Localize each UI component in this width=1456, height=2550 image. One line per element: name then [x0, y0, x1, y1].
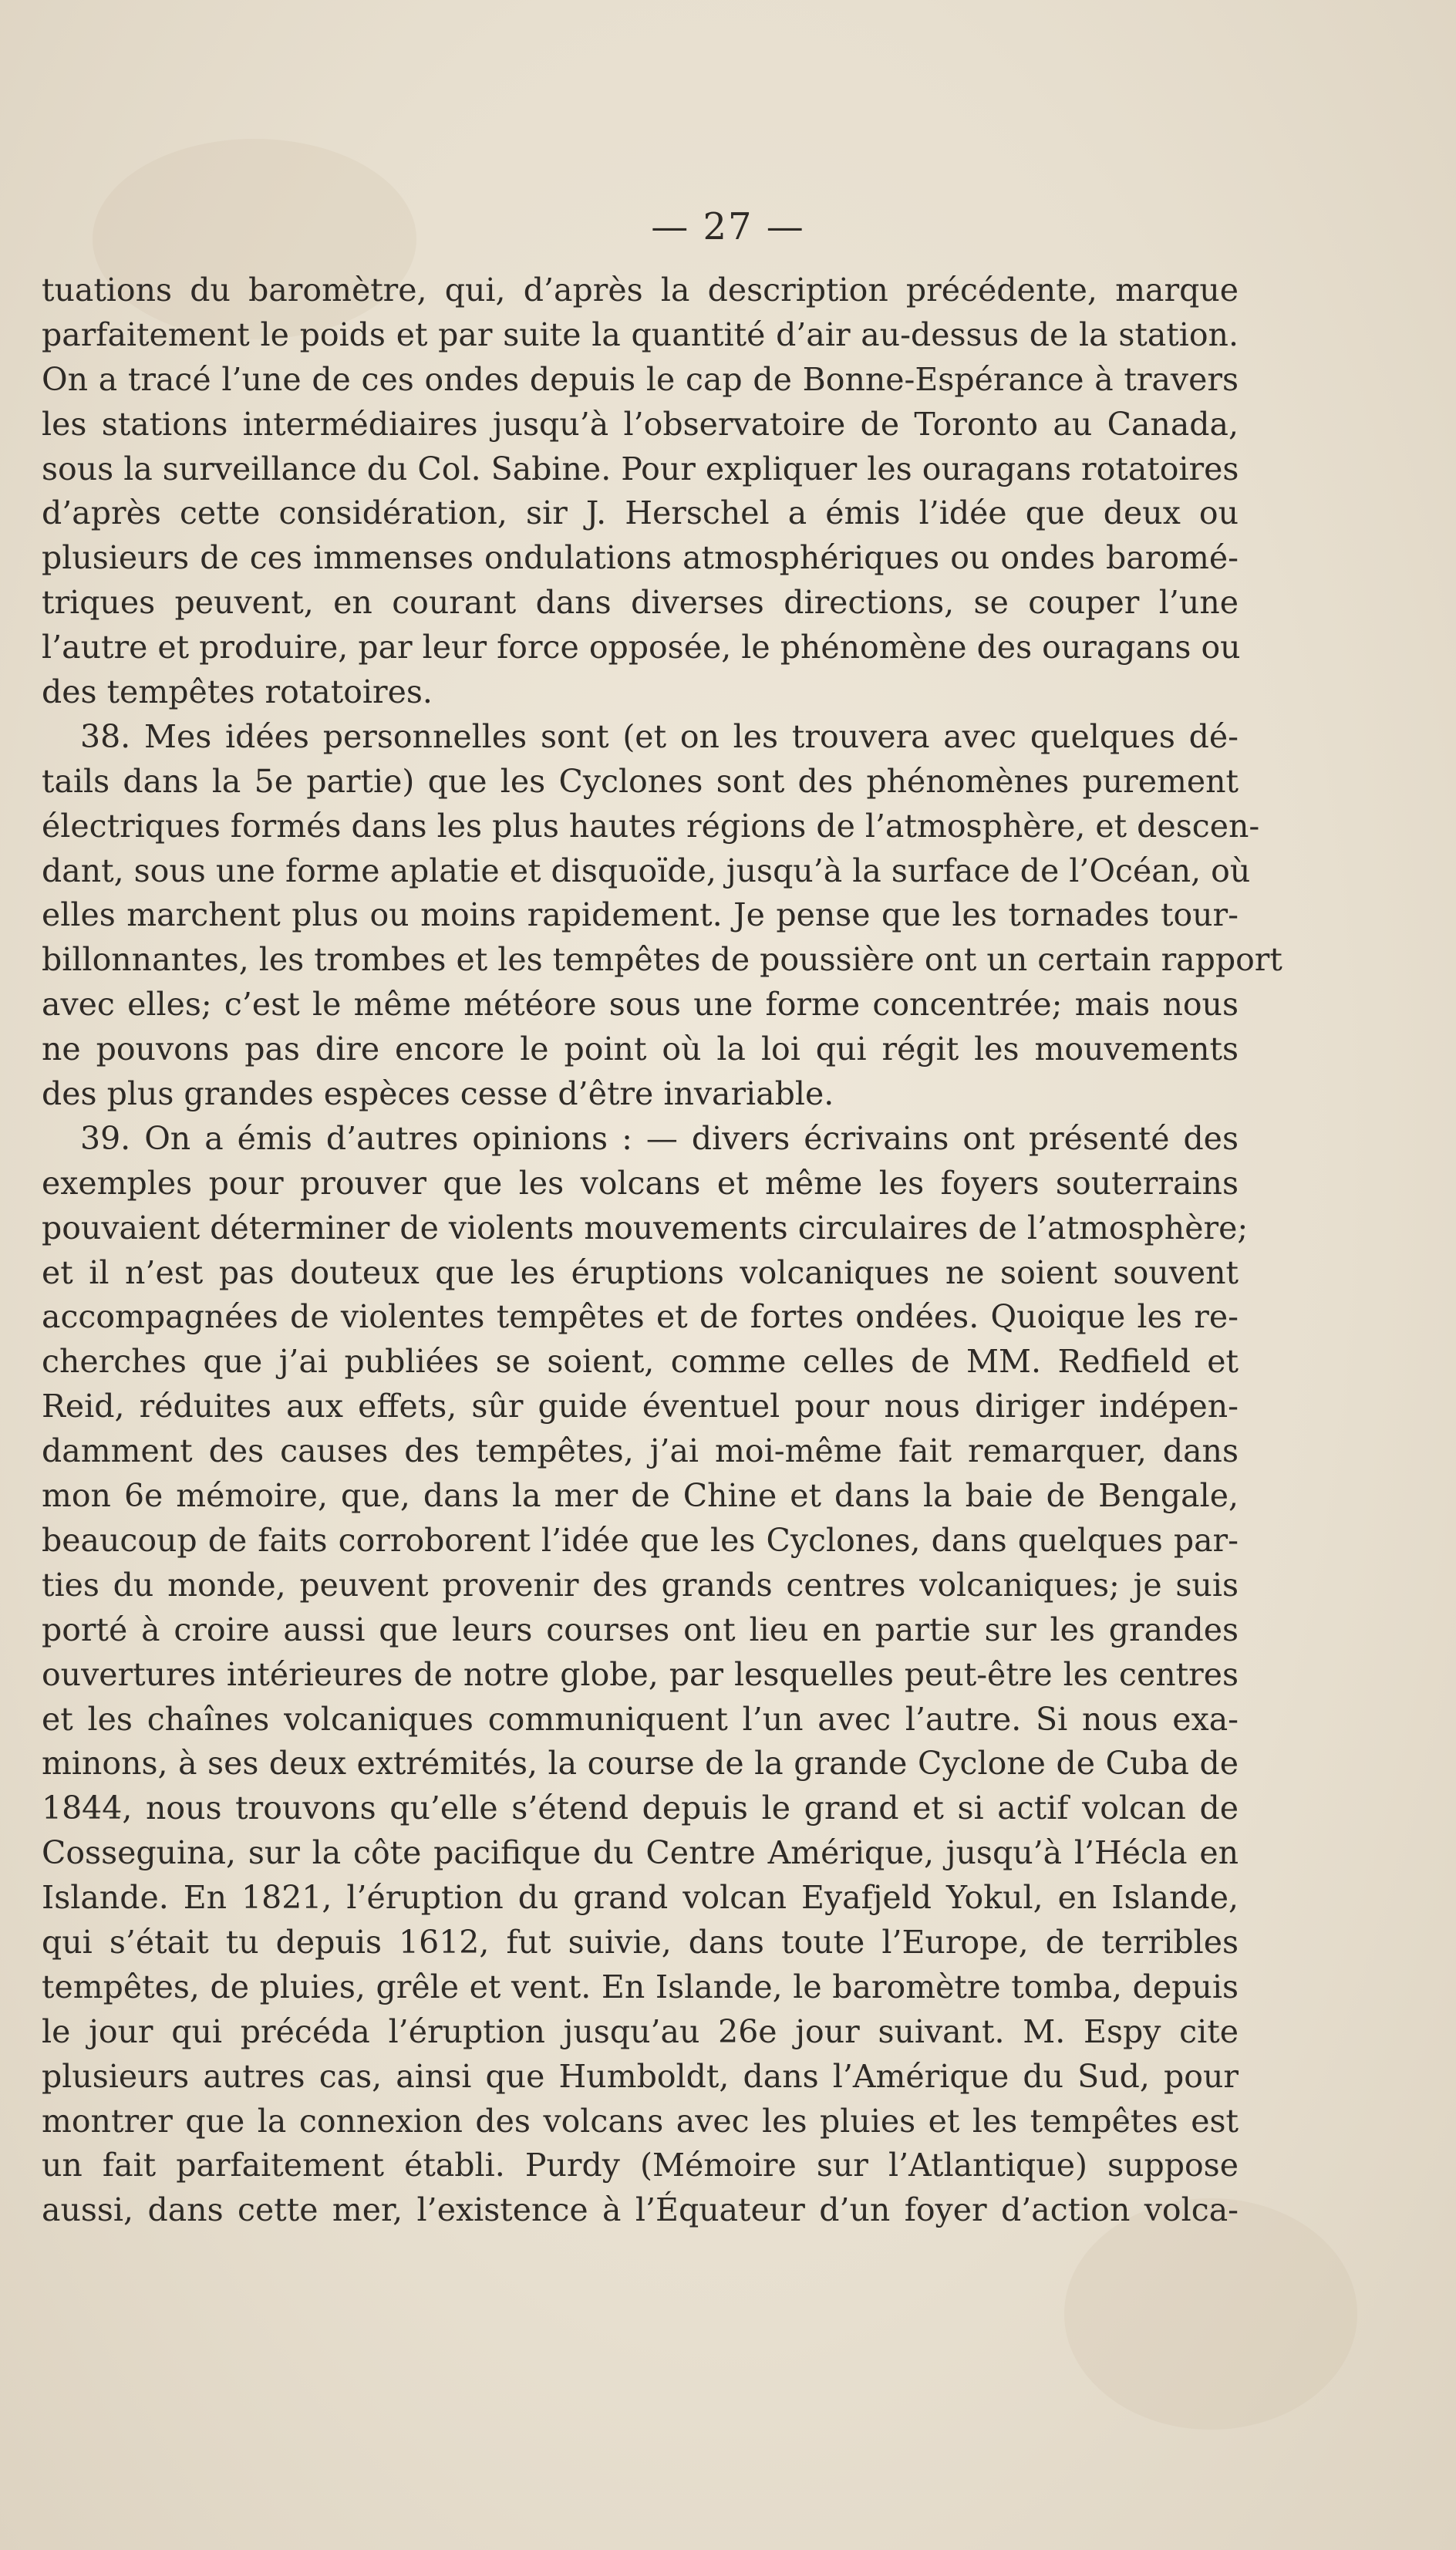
- text-line: plusieurs de ces immenses ondulations atmosphériques ou ondes baromé-: [42, 539, 1239, 577]
- text-line: Reid, réduites aux effets, sûr guide éventuel pour nous diriger indépen-: [42, 1388, 1239, 1425]
- text-line: cherches que j’ai publiées se soient, comme celles de MM. Redfield et: [42, 1343, 1239, 1381]
- text-line: électriques formés dans les plus hautes régions de l’atmosphère, et descen-: [42, 807, 1260, 845]
- text-line: On a tracé l’une de ces ondes depuis le cap de Bonne-Espérance à travers: [42, 360, 1239, 398]
- text-line: tuations du baromètre, qui, d’après la description précédente, marque: [42, 272, 1239, 309]
- text-line: tails dans la 5e partie) que les Cyclones sont des phénomènes purement: [42, 762, 1239, 800]
- text-line: beaucoup de faits corroborent l’idée que les Cyclones, dans quelques par-: [42, 1521, 1239, 1559]
- text-line: des tempêtes rotatoires.: [42, 673, 433, 711]
- text-line: 1844, nous trouvons qu’elle s’étend depuis le grand et si actif volcan de: [42, 1789, 1239, 1827]
- text-line: le jour qui précéda l’éruption jusqu’au 26e jour suivant. M. Espy cite: [42, 2012, 1239, 2050]
- page-number: — 27 —: [651, 205, 805, 248]
- text-line: elles marchent plus ou moins rapidement. Je pense que les tornades tour-: [42, 896, 1239, 934]
- text-line: billonnantes, les trombes et les tempêtes de poussière ont un certain rapport: [42, 941, 1282, 979]
- text-line: accompagnées de violentes tempêtes et de fortes ondées. Quoique les re-: [42, 1298, 1239, 1336]
- text-line: exemples pour prouver que les volcans et même les foyers souterrains: [42, 1164, 1239, 1202]
- text-line: avec elles; c’est le même météore sous une forme concentrée; mais nous: [42, 986, 1239, 1024]
- text-line: porté à croire aussi que leurs courses ont lieu en partie sur les grandes: [42, 1611, 1239, 1648]
- text-line: qui s’était tu depuis 1612, fut suivie, dans toute l’Europe, de terribles: [42, 1923, 1239, 1961]
- body-text: [42, 268, 1282, 2233]
- text-line: minons, à ses deux extrémités, la course de la grande Cyclone de Cuba de: [42, 1745, 1239, 1783]
- text-line: l’autre et produire, par leur force opposée, le phénomène des ouragans ou: [42, 629, 1241, 666]
- text-line: damment des causes des tempêtes, j’ai moi-même fait remarquer, dans: [42, 1432, 1239, 1470]
- text-line: Islande. En 1821, l’éruption du grand volcan Eyafjeld Yokul, en Islande,: [42, 1879, 1239, 1917]
- text-line: ties du monde, peuvent provenir des grands centres volcaniques; je suis: [42, 1566, 1239, 1604]
- text-line: les stations intermédiaires jusqu’à l’observatoire de Toronto au Canada,: [42, 405, 1239, 443]
- text-line: plusieurs autres cas, ainsi que Humboldt, dans l’Amérique du Sud, pour: [42, 2057, 1239, 2095]
- text-line: montrer que la connexion des volcans avec les pluies et les tempêtes est: [42, 2102, 1239, 2140]
- text-line: ouvertures intérieures de notre globe, par lesquelles peut-être les centres: [42, 1655, 1239, 1693]
- text-line: pouvaient déterminer de violents mouvements circulaires de l’atmosphère;: [42, 1209, 1249, 1246]
- text-line: mon 6e mémoire, que, dans la mer de Chine et dans la baie de Bengale,: [42, 1477, 1239, 1515]
- text-line: un fait parfaitement établi. Purdy (Mémoire sur l’Atlantique) suppose: [42, 2147, 1239, 2184]
- text-line: et les chaînes volcaniques communiquent l’un avec l’autre. Si nous exa-: [42, 1700, 1239, 1738]
- text-line: 38. Mes idées personnelles sont (et on les trouvera avec quelques dé-: [80, 717, 1239, 755]
- text-line: aussi, dans cette mer, l’existence à l’Équateur d’un foyer d’action volca-: [42, 2191, 1239, 2229]
- text-line: sous la surveillance du Col. Sabine. Pour expliquer les ouragans rotatoires: [42, 450, 1239, 487]
- text-line: dant, sous une forme aplatie et disquoïde, jusqu’à la surface de l’Océan, où: [42, 852, 1251, 889]
- text-line: triques peuvent, en courant dans diverses directions, se couper l’une: [42, 584, 1239, 622]
- text-line: et il n’est pas douteux que les éruptions volcaniques ne soient souvent: [42, 1253, 1239, 1291]
- text-line: Cosseguina, sur la côte pacifique du Centre Amérique, jusqu’à l’Hécla en: [42, 1834, 1239, 1872]
- text-line: ne pouvons pas dire encore le point où la loi qui régit les mouvements: [42, 1030, 1239, 1068]
- text-line: des plus grandes espèces cesse d’être invariable.: [42, 1075, 834, 1113]
- text-line: 39. On a émis d’autres opinions : — divers écrivains ont présenté des: [80, 1119, 1239, 1157]
- text-line: d’après cette considération, sir J. Herschel a émis l’idée que deux ou: [42, 494, 1239, 532]
- text-line: parfaitement le poids et par suite la quantité d’air au-dessus de la station.: [42, 315, 1239, 353]
- text-line: tempêtes, de pluies, grêle et vent. En Islande, le baromètre tomba, depuis: [42, 1968, 1239, 2005]
